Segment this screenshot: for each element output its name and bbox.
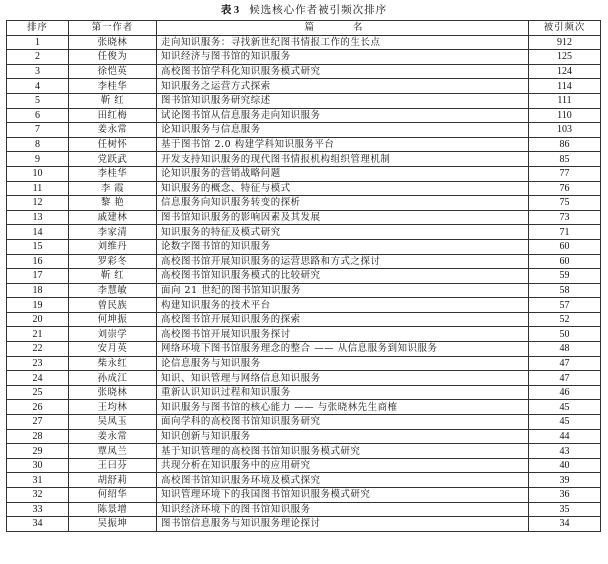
rank-cell: 28	[7, 429, 69, 444]
author-cell: 徐恺英	[69, 64, 157, 79]
cites-cell: 52	[529, 312, 601, 327]
author-cell: 李家清	[69, 225, 157, 240]
cites-cell: 40	[529, 458, 601, 473]
author-cell: 刘崇学	[69, 327, 157, 342]
cites-cell: 35	[529, 502, 601, 517]
title-cell: 图书馆知识服务研究综述	[157, 93, 529, 108]
author-cell: 李桂华	[69, 166, 157, 181]
column-header-cites: 被引频次	[529, 21, 601, 36]
table-row	[7, 50, 601, 65]
author-cell: 黎 艳	[69, 196, 157, 211]
title-cell: 知识服务的特征及模式研究	[157, 225, 529, 240]
author-cell: 胡舒莉	[69, 473, 157, 488]
title-cell: 知识服务与图书馆的核心能力 —— 与张晓林先生商榷	[157, 400, 529, 415]
cites-cell: 73	[529, 210, 601, 225]
table-row	[7, 35, 601, 50]
rank-cell: 16	[7, 254, 69, 269]
rank-cell: 30	[7, 458, 69, 473]
table-caption	[0, 2, 608, 19]
cites-cell: 47	[529, 356, 601, 371]
table-row	[7, 196, 601, 211]
table-row	[7, 210, 601, 225]
author-cell: 张晓林	[69, 385, 157, 400]
rank-cell: 25	[7, 385, 69, 400]
author-cell: 戚建林	[69, 210, 157, 225]
table-row	[7, 225, 601, 240]
title-cell: 图书馆信息服务与知识服务理论探讨	[157, 517, 529, 532]
table-header-row	[7, 21, 601, 36]
cites-cell: 85	[529, 152, 601, 167]
author-cell: 何绍华	[69, 488, 157, 503]
table-row	[7, 473, 601, 488]
table-row	[7, 166, 601, 181]
title-cell: 试论图书馆从信息服务走向知识服务	[157, 108, 529, 123]
cites-cell: 86	[529, 137, 601, 152]
author-cell: 靳 红	[69, 93, 157, 108]
table-number: 表 3	[220, 5, 240, 16]
title-cell: 面向学科的高校图书馆知识服务研究	[157, 415, 529, 430]
cites-cell: 60	[529, 239, 601, 254]
author-cell: 李 霞	[69, 181, 157, 196]
table-row	[7, 283, 601, 298]
title-cell: 网络环境下图书馆服务理念的整合 —— 从信息服务到知识服务	[157, 342, 529, 357]
rank-cell: 32	[7, 488, 69, 503]
author-cell: 靳 红	[69, 269, 157, 284]
author-cell: 张晓林	[69, 35, 157, 50]
table-row	[7, 385, 601, 400]
table-row	[7, 342, 601, 357]
cites-cell: 47	[529, 371, 601, 386]
title-cell: 构建知识服务的技术平台	[157, 298, 529, 313]
table-row	[7, 79, 601, 94]
title-cell: 高校图书馆开展知识服务的运营思路和方式之探讨	[157, 254, 529, 269]
title-cell: 论知识服务与信息服务	[157, 123, 529, 138]
author-cell: 李桂华	[69, 79, 157, 94]
core-author-citation-table	[6, 20, 601, 532]
cites-cell: 44	[529, 429, 601, 444]
title-cell: 高校图书馆知识服务环境及模式探究	[157, 473, 529, 488]
table-row	[7, 356, 601, 371]
title-cell: 开发支持知识服务的现代图书情报机构组织管理机制	[157, 152, 529, 167]
cites-cell: 43	[529, 444, 601, 459]
table-row	[7, 312, 601, 327]
table-row	[7, 298, 601, 313]
table-row	[7, 239, 601, 254]
rank-cell: 24	[7, 371, 69, 386]
rank-cell: 3	[7, 64, 69, 79]
author-cell: 任树怀	[69, 137, 157, 152]
rank-cell: 34	[7, 517, 69, 532]
author-cell: 任俊为	[69, 50, 157, 65]
cites-cell: 71	[529, 225, 601, 240]
author-cell: 吴振坤	[69, 517, 157, 532]
title-cell: 论信息服务与知识服务	[157, 356, 529, 371]
author-cell: 田红梅	[69, 108, 157, 123]
title-cell: 高校图书馆学科化知识服务模式研究	[157, 64, 529, 79]
title-cell: 图书馆知识服务的影响因素及其发展	[157, 210, 529, 225]
title-cell: 信息服务向知识服务转变的探析	[157, 196, 529, 211]
title-cell: 面向 21 世纪的图书馆知识服务	[157, 283, 529, 298]
cites-cell: 45	[529, 415, 601, 430]
title-cell: 基于图书馆 2.0 构建学科知识服务平台	[157, 137, 529, 152]
author-cell: 孙成江	[69, 371, 157, 386]
table-row	[7, 254, 601, 269]
author-cell: 罗彩冬	[69, 254, 157, 269]
rank-cell: 17	[7, 269, 69, 284]
author-cell: 曾民族	[69, 298, 157, 313]
author-cell: 陈景增	[69, 502, 157, 517]
title-cell: 论数字图书馆的知识服务	[157, 239, 529, 254]
title-cell: 高校图书馆开展知识服务的探索	[157, 312, 529, 327]
table-row	[7, 400, 601, 415]
rank-cell: 23	[7, 356, 69, 371]
cites-cell: 75	[529, 196, 601, 211]
title-cell: 高校图书馆开展知识服务探讨	[157, 327, 529, 342]
table-row	[7, 429, 601, 444]
table-row	[7, 371, 601, 386]
rank-cell: 6	[7, 108, 69, 123]
rank-cell: 11	[7, 181, 69, 196]
rank-cell: 19	[7, 298, 69, 313]
table-row	[7, 415, 601, 430]
table-row	[7, 444, 601, 459]
rank-cell: 29	[7, 444, 69, 459]
cites-cell: 76	[529, 181, 601, 196]
rank-cell: 5	[7, 93, 69, 108]
cites-cell: 103	[529, 123, 601, 138]
rank-cell: 26	[7, 400, 69, 415]
rank-cell: 4	[7, 79, 69, 94]
author-cell: 覃凤兰	[69, 444, 157, 459]
cites-cell: 46	[529, 385, 601, 400]
table-row	[7, 517, 601, 532]
cites-cell: 111	[529, 93, 601, 108]
title-cell: 高校图书馆知识服务模式的比较研究	[157, 269, 529, 284]
rank-cell: 21	[7, 327, 69, 342]
cites-cell: 39	[529, 473, 601, 488]
cites-cell: 125	[529, 50, 601, 65]
table-row	[7, 458, 601, 473]
rank-cell: 14	[7, 225, 69, 240]
rank-cell: 2	[7, 50, 69, 65]
table-row	[7, 327, 601, 342]
rank-cell: 1	[7, 35, 69, 50]
author-cell: 柴永红	[69, 356, 157, 371]
title-cell: 知识经济与图书馆的知识服务	[157, 50, 529, 65]
rank-cell: 13	[7, 210, 69, 225]
rank-cell: 33	[7, 502, 69, 517]
rank-cell: 27	[7, 415, 69, 430]
title-cell: 知识服务的概念、特征与模式	[157, 181, 529, 196]
author-cell: 李慧敏	[69, 283, 157, 298]
table-row	[7, 93, 601, 108]
rank-cell: 18	[7, 283, 69, 298]
title-cell: 知识服务之运营方式探索	[157, 79, 529, 94]
title-cell: 走向知识服务：寻找新世纪图书情报工作的生长点	[157, 35, 529, 50]
cites-cell: 57	[529, 298, 601, 313]
rank-cell: 8	[7, 137, 69, 152]
cites-cell: 124	[529, 64, 601, 79]
rank-cell: 9	[7, 152, 69, 167]
author-cell: 王曰芬	[69, 458, 157, 473]
title-cell: 知识创新与知识服务	[157, 429, 529, 444]
author-cell: 姜永常	[69, 429, 157, 444]
table-row	[7, 269, 601, 284]
title-cell: 知识管理环境下的我国图书馆知识服务模式研究	[157, 488, 529, 503]
table-row	[7, 123, 601, 138]
rank-cell: 15	[7, 239, 69, 254]
cites-cell: 58	[529, 283, 601, 298]
title-cell: 知识经济环境下的图书馆知识服务	[157, 502, 529, 517]
rank-cell: 7	[7, 123, 69, 138]
author-cell: 王均林	[69, 400, 157, 415]
table-body	[7, 35, 601, 531]
cites-cell: 77	[529, 166, 601, 181]
author-cell: 党跃武	[69, 152, 157, 167]
column-header-rank: 排序	[7, 21, 69, 36]
table-row	[7, 108, 601, 123]
table-row	[7, 137, 601, 152]
table-row	[7, 152, 601, 167]
column-header-author: 第一作者	[69, 21, 157, 36]
table-row	[7, 488, 601, 503]
cites-cell: 59	[529, 269, 601, 284]
title-cell: 共现分析在知识服务中的应用研究	[157, 458, 529, 473]
rank-cell: 31	[7, 473, 69, 488]
table-row	[7, 64, 601, 79]
table-caption-text: 候选核心作者被引频次排序	[249, 4, 388, 16]
rank-cell: 20	[7, 312, 69, 327]
title-cell: 知识、知识管理与网络信息知识服务	[157, 371, 529, 386]
cites-cell: 114	[529, 79, 601, 94]
cites-cell: 110	[529, 108, 601, 123]
cites-cell: 60	[529, 254, 601, 269]
table-row	[7, 181, 601, 196]
author-cell: 安月英	[69, 342, 157, 357]
cites-cell: 34	[529, 517, 601, 532]
cites-cell: 912	[529, 35, 601, 50]
cites-cell: 50	[529, 327, 601, 342]
author-cell: 吴凤玉	[69, 415, 157, 430]
author-cell: 何坤振	[69, 312, 157, 327]
rank-cell: 22	[7, 342, 69, 357]
cites-cell: 45	[529, 400, 601, 415]
rank-cell: 12	[7, 196, 69, 211]
column-header-title: 篇 名	[157, 21, 529, 36]
cites-cell: 48	[529, 342, 601, 357]
title-cell: 基于知识管理的高校图书馆知识服务模式研究	[157, 444, 529, 459]
cites-cell: 36	[529, 488, 601, 503]
title-cell: 重新认识知识过程和知识服务	[157, 385, 529, 400]
title-cell: 论知识服务的营销战略问题	[157, 166, 529, 181]
rank-cell: 10	[7, 166, 69, 181]
author-cell: 刘维丹	[69, 239, 157, 254]
table-row	[7, 502, 601, 517]
author-cell: 姜永常	[69, 123, 157, 138]
